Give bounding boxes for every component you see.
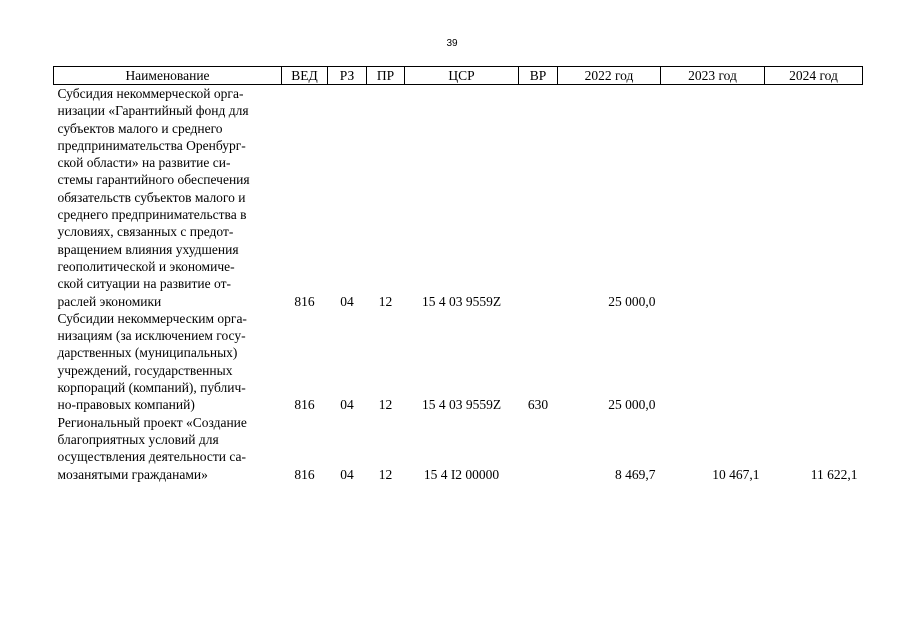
cell-csr: 15 4 I2 00000: [423, 466, 500, 482]
header-2023: 2023 год: [661, 67, 765, 85]
cell-pr: 12: [378, 466, 393, 482]
table-body: [54, 85, 863, 483]
cell-csr: 15 4 03 9559Z: [421, 397, 502, 413]
cell-2023: [661, 85, 765, 310]
header-row: [54, 67, 863, 85]
table-row: [54, 85, 863, 310]
cell-2023: [661, 310, 765, 414]
cell-2022: 25 000,0: [608, 293, 656, 309]
cell-name: Субсидии некоммерческим орга- низациям (за исключением госу- дарственных (муниципальных) учреждений, государственных корпораций (компаний), публич- но-правовых компаний): [57, 310, 247, 413]
header-name: Наименование: [54, 67, 282, 85]
header-csr: ЦСР: [405, 67, 519, 85]
cell-ved: 816: [294, 466, 315, 482]
cell-2024: [765, 310, 863, 414]
cell-pr: 12: [378, 293, 393, 309]
table-header: [54, 67, 863, 85]
cell-rz: 04: [340, 397, 354, 413]
header-pr: ПР: [367, 67, 405, 85]
header-2024: 2024 год: [765, 67, 863, 85]
cell-ved: 816: [294, 293, 315, 309]
cell-2022: 25 000,0: [608, 397, 656, 413]
cell-2022: 8 469,7: [615, 466, 656, 482]
header-rz: РЗ: [328, 67, 367, 85]
cell-2024: [765, 85, 863, 310]
budget-table: [53, 66, 863, 483]
table-row: [54, 310, 863, 414]
table-row: [54, 414, 863, 483]
cell-pr: 12: [378, 397, 393, 413]
page-number: 39: [446, 38, 458, 49]
cell-name: Региональный проект «Создание благоприятных условий для осуществления деятельности са- мозанятыми гражданами»: [57, 414, 247, 482]
cell-ved: 816: [294, 397, 315, 413]
cell-csr: 15 4 03 9559Z: [421, 293, 502, 309]
cell-vr: 630: [527, 397, 549, 413]
cell-2024: 11 622,1: [810, 466, 858, 482]
header-ved: ВЕД: [282, 67, 328, 85]
cell-name: Субсидия некоммерческой орга- низации «Гарантийный фонд для субъектов малого и среднего предпринимательства Оренбург- ской области» на развитие си- стемы гарантийного обеспечения обязательств субъектов малого и среднего предпринимательства в условиях, связанных с предот- вращением влияния ухудшения геополитической и экономиче- ской ситуации на развитие от- раслей экономики: [57, 86, 250, 309]
cell-rz: 04: [340, 466, 354, 482]
cell-vr: [519, 414, 558, 483]
cell-vr: [519, 85, 558, 310]
header-vr: ВР: [519, 67, 558, 85]
cell-2023: 10 467,1: [712, 466, 760, 482]
header-2022: 2022 год: [558, 67, 661, 85]
cell-rz: 04: [340, 293, 354, 309]
